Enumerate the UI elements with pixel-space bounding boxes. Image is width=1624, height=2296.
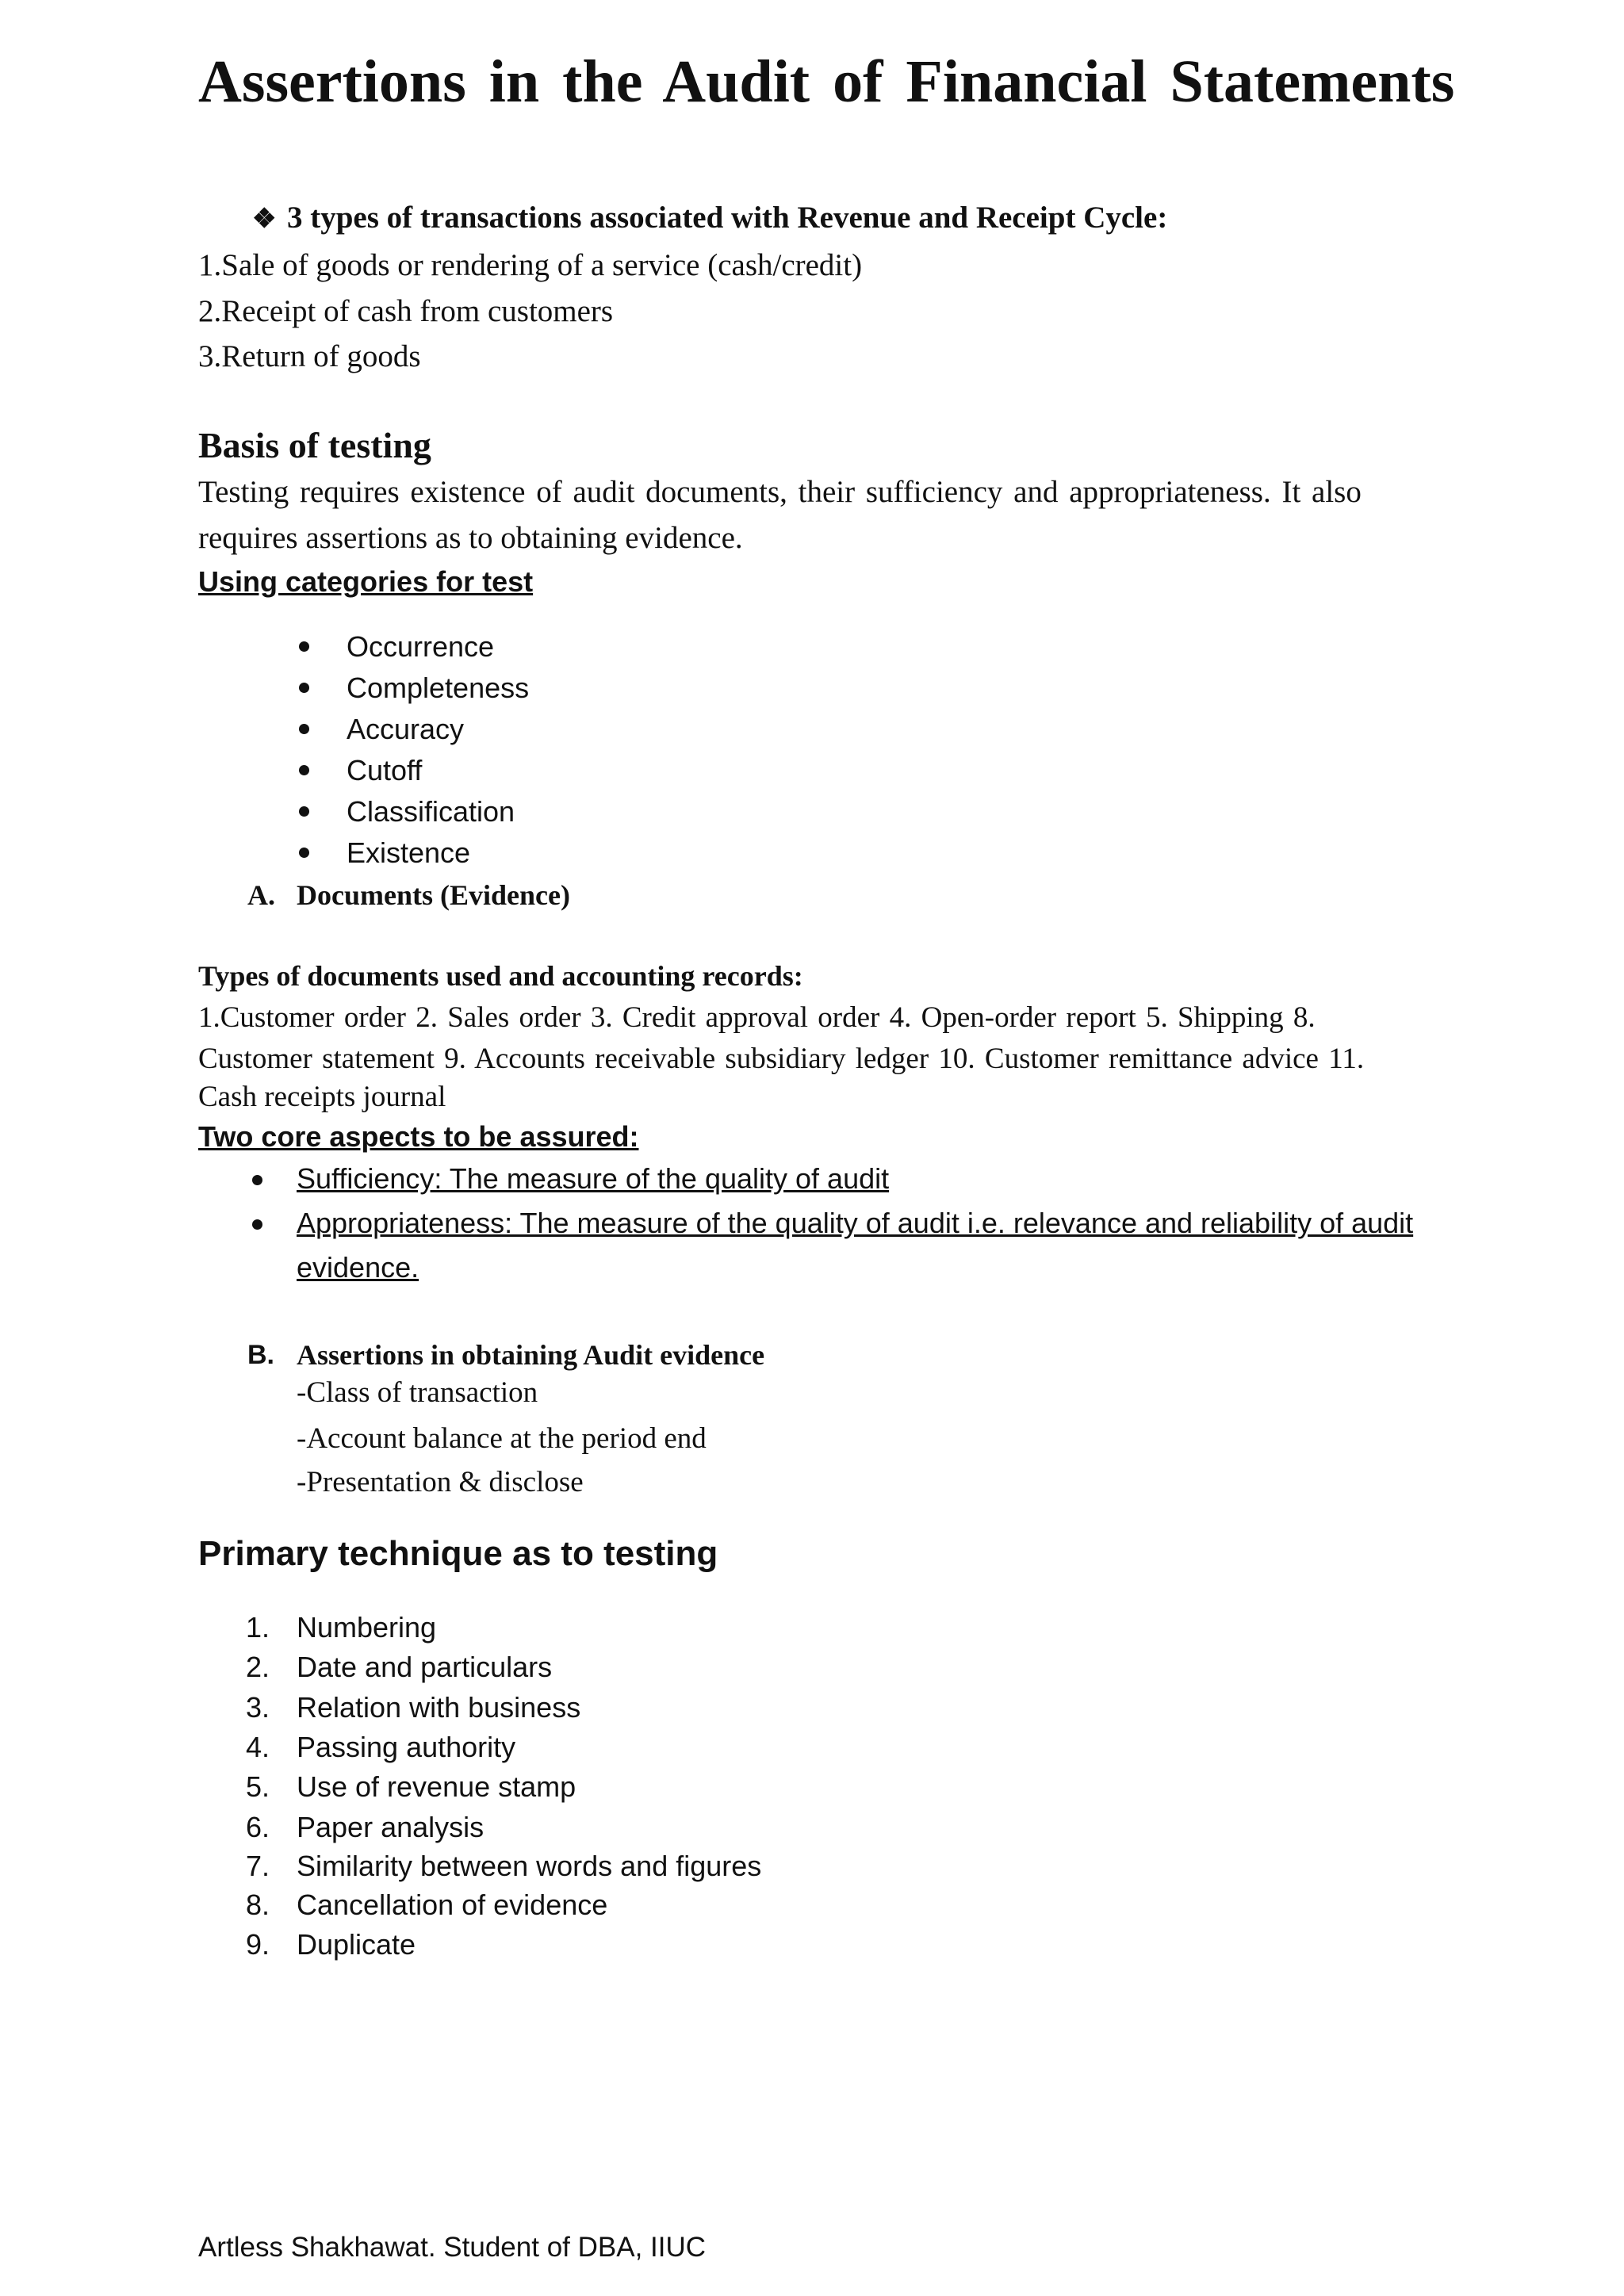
- assertion-item: -Account balance at the period end: [297, 1422, 707, 1455]
- assertion-item: -Presentation & disclose: [297, 1466, 584, 1498]
- bullet-dot-icon: [299, 683, 309, 693]
- section-b-label: B.: [247, 1340, 274, 1370]
- basis-paragraph-line: requires assertions as to obtaining evidence.: [198, 521, 743, 555]
- technique-item: 4. Passing authority: [246, 1731, 516, 1763]
- document-title: Assertions in the Audit of Financial Statements: [198, 48, 1455, 115]
- diamond-bullet-icon: ❖: [252, 205, 277, 234]
- primary-technique-heading: Primary technique as to testing: [198, 1534, 718, 1573]
- basis-paragraph-line: Testing requires existence of audit documents, their sufficiency and appropriateness. It also: [198, 475, 1362, 509]
- technique-item: 1. Numbering: [246, 1611, 437, 1644]
- document-types-heading: Types of documents used and accounting records:: [198, 960, 803, 992]
- technique-item: 8. Cancellation of evidence: [246, 1888, 608, 1921]
- assertions-heading: Assertions in obtaining Audit evidence: [297, 1339, 765, 1371]
- revenue-item: 2.Receipt of cash from customers: [198, 294, 614, 328]
- revenue-cycle-heading: [252, 200, 1167, 235]
- core-aspects-heading: Two core aspects to be assured:: [198, 1120, 639, 1153]
- bullet-dot-icon: [299, 848, 309, 858]
- bullet-dot-icon: [299, 724, 309, 734]
- section-a-label: A.: [247, 879, 275, 911]
- category-item: Classification: [347, 795, 515, 828]
- document-types-line: Customer statement 9. Accounts receivable subsidiary ledger 10. Customer remittance advice 11.: [198, 1043, 1365, 1075]
- document-types-line: 1.Customer order 2. Sales order 3. Credit approval order 4. Open-order report 5. Shipping 8.: [198, 1001, 1316, 1034]
- technique-item: 6. Paper analysis: [246, 1811, 485, 1843]
- document-types-line: Cash receipts journal: [198, 1081, 446, 1113]
- bullet-dot-icon: [252, 1219, 262, 1230]
- bullet-dot-icon: [299, 806, 309, 817]
- technique-item: 7. Similarity between words and figures: [246, 1850, 762, 1882]
- revenue-item: 3.Return of goods: [198, 339, 421, 373]
- footer-author: Artless Shakhawat. Student of DBA, IIUC: [198, 2232, 707, 2263]
- bullet-dot-icon: [252, 1175, 262, 1185]
- category-item: Cutoff: [347, 754, 422, 787]
- core-aspect-appropriateness-continued: evidence.: [297, 1251, 419, 1284]
- revenue-item: 1.Sale of goods or rendering of a service (cash/credit): [198, 248, 863, 282]
- technique-item: 5. Use of revenue stamp: [246, 1770, 576, 1803]
- category-item: Accuracy: [347, 713, 464, 746]
- basis-heading: Basis of testing: [198, 425, 431, 465]
- category-item: Completeness: [347, 672, 529, 705]
- technique-item: 9. Duplicate: [246, 1928, 416, 1961]
- category-item: Occurrence: [347, 630, 494, 664]
- technique-item: 2. Date and particulars: [246, 1651, 553, 1683]
- technique-item: 3. Relation with business: [246, 1691, 581, 1724]
- assertion-item: -Class of transaction: [297, 1376, 538, 1409]
- core-aspect-sufficiency: Sufficiency: The measure of the quality of audit: [297, 1162, 890, 1195]
- bullet-dot-icon: [299, 765, 309, 775]
- core-aspect-appropriateness: Appropriateness: The measure of the quality of audit i.e. relevance and reliability of audit: [297, 1207, 1414, 1239]
- categories-heading: Using categories for test: [198, 565, 534, 598]
- category-item: Existence: [347, 836, 470, 870]
- revenue-cycle-heading-text: 3 types of transactions associated with Revenue and Receipt Cycle:: [287, 201, 1168, 235]
- documents-heading: Documents (Evidence): [297, 879, 570, 911]
- bullet-dot-icon: [299, 641, 309, 652]
